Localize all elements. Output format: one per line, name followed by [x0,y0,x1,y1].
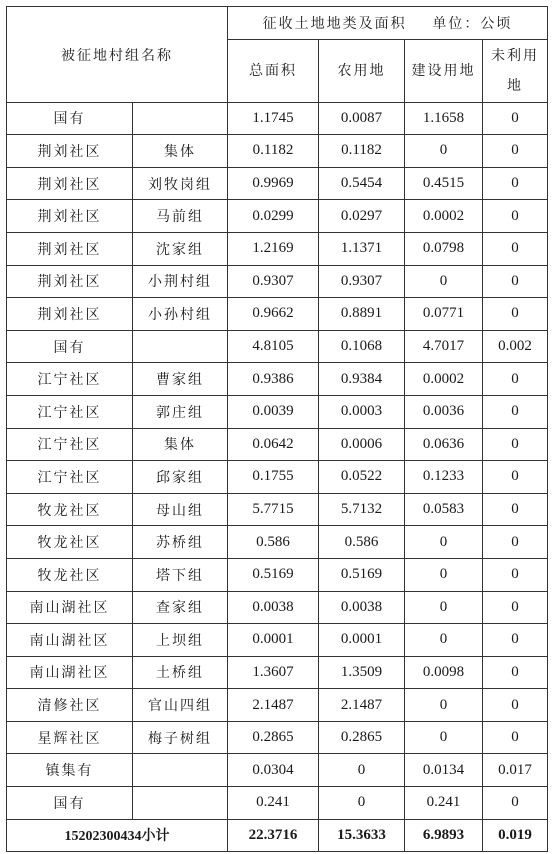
agricultural-area-cell: 0.0003 [319,395,405,428]
group-name-cell: 马前组 [133,200,228,233]
table-row [7,689,548,722]
land-category-header [228,7,548,40]
total-area-cell: 0.1182 [228,135,319,168]
agricultural-area-cell: 2.1487 [319,689,405,722]
village-name-cell: 国有 [7,330,133,363]
unused-area-cell: 0 [483,689,548,722]
group-name-cell: 查家组 [133,591,228,624]
total-area-cell: 0.586 [228,526,319,559]
unused-area-cell: 0 [483,624,548,657]
construction-area-cell: 0.0798 [405,232,483,265]
construction-area-cell: 0 [405,558,483,591]
agricultural-area-cell: 0.8891 [319,298,405,331]
village-name-cell: 荆刘社区 [7,200,133,233]
unused-area-cell: 0 [483,363,548,396]
subtotal-agricultural: 15.3633 [319,819,405,852]
village-name-cell: 南山湖社区 [7,591,133,624]
agricultural-area-cell: 0.5454 [319,167,405,200]
col-header-total: 总面积 [228,39,319,102]
unused-area-cell: 0.002 [483,330,548,363]
construction-area-cell: 0 [405,624,483,657]
agricultural-area-cell: 0.9307 [319,265,405,298]
village-name-cell: 荆刘社区 [7,135,133,168]
agricultural-area-cell: 0.2865 [319,721,405,754]
unused-area-cell: 0 [483,265,548,298]
group-name-cell: 上坝组 [133,624,228,657]
construction-area-cell: 0 [405,135,483,168]
village-name-cell: 荆刘社区 [7,298,133,331]
total-area-cell: 0.9969 [228,167,319,200]
village-name-cell: 牧龙社区 [7,493,133,526]
group-name-cell: 刘牧岗组 [133,167,228,200]
total-area-cell: 0.9386 [228,363,319,396]
construction-area-cell: 0 [405,689,483,722]
table-row [7,232,548,265]
group-name-cell: 曹家组 [133,363,228,396]
table-row [7,395,548,428]
total-area-cell: 2.1487 [228,689,319,722]
table-row [7,135,548,168]
unused-area-cell: 0 [483,102,548,135]
table-row [7,526,548,559]
construction-area-cell: 0.241 [405,787,483,820]
total-area-cell: 1.1745 [228,102,319,135]
construction-area-cell: 0.0771 [405,298,483,331]
total-area-cell: 1.3607 [228,656,319,689]
agricultural-area-cell: 0 [319,754,405,787]
agricultural-area-cell: 0.0297 [319,200,405,233]
unused-area-cell: 0 [483,558,548,591]
village-name-cell: 南山湖社区 [7,656,133,689]
agricultural-area-cell: 5.7132 [319,493,405,526]
agricultural-area-cell: 0.0522 [319,461,405,494]
total-area-cell: 5.7715 [228,493,319,526]
village-name-cell: 江宁社区 [7,363,133,396]
group-name-cell: 官山四组 [133,689,228,722]
construction-area-cell: 0 [405,591,483,624]
village-name-cell: 荆刘社区 [7,167,133,200]
group-name-cell: 小孙村组 [133,298,228,331]
construction-area-cell: 0.4515 [405,167,483,200]
subtotal-row [7,819,548,852]
construction-area-cell: 0.0036 [405,395,483,428]
construction-area-cell: 0 [405,526,483,559]
table-row [7,493,548,526]
group-name-cell: 小荆村组 [133,265,228,298]
village-name-cell: 牧龙社区 [7,526,133,559]
group-name-cell: 集体 [133,428,228,461]
table-row [7,787,548,820]
unused-area-cell: 0 [483,298,548,331]
table-row [7,461,548,494]
total-area-cell: 4.8105 [228,330,319,363]
total-area-cell: 0.0642 [228,428,319,461]
agricultural-area-cell: 0.5169 [319,558,405,591]
agricultural-area-cell: 0.0001 [319,624,405,657]
village-group-header-text: 被征地村组名称 [61,48,173,64]
total-area-cell: 0.9662 [228,298,319,331]
construction-area-cell: 4.7017 [405,330,483,363]
group-name-cell: 塔下组 [133,558,228,591]
total-area-cell: 0.0038 [228,591,319,624]
construction-area-cell: 0.0002 [405,200,483,233]
table-row [7,265,548,298]
group-name-cell [133,102,228,135]
table-row [7,102,548,135]
group-name-cell: 邱家组 [133,461,228,494]
construction-area-cell: 0 [405,721,483,754]
unused-area-cell: 0 [483,721,548,754]
construction-area-cell: 0.0002 [405,363,483,396]
unused-area-cell: 0 [483,656,548,689]
table-row [7,656,548,689]
table-row [7,624,548,657]
village-group-header [7,7,228,103]
village-name-cell: 荆刘社区 [7,232,133,265]
construction-area-cell: 0.0636 [405,428,483,461]
construction-area-cell: 0 [405,265,483,298]
total-area-cell: 0.0039 [228,395,319,428]
table-row [7,558,548,591]
table-row [7,298,548,331]
unused-area-cell: 0 [483,395,548,428]
unused-area-cell: 0 [483,200,548,233]
construction-area-cell: 0.1233 [405,461,483,494]
agricultural-area-cell: 0.586 [319,526,405,559]
village-name-cell: 荆刘社区 [7,265,133,298]
village-name-cell: 星辉社区 [7,721,133,754]
total-area-cell: 0.1755 [228,461,319,494]
total-area-cell: 0.2865 [228,721,319,754]
unused-area-cell: 0 [483,493,548,526]
unused-area-cell: 0 [483,591,548,624]
group-name-cell: 土桥组 [133,656,228,689]
unused-area-cell: 0.017 [483,754,548,787]
land-category-title: 征收土地地类及面积 [262,15,407,32]
col-header-agricultural: 农用地 [319,39,405,102]
unused-area-cell: 0 [483,232,548,265]
col-header-unused: 未利用地 [483,39,548,102]
header-row-top [7,7,548,40]
unit-label: 单位：公顷 [432,15,513,32]
village-name-cell: 牧龙社区 [7,558,133,591]
village-name-cell: 镇集有 [7,754,133,787]
subtotal-unused: 0.019 [483,819,548,852]
table-row [7,721,548,754]
total-area-cell: 1.2169 [228,232,319,265]
total-area-cell: 0.9307 [228,265,319,298]
agricultural-area-cell: 0.0006 [319,428,405,461]
agricultural-area-cell: 1.3509 [319,656,405,689]
table-row [7,363,548,396]
village-name-cell: 国有 [7,787,133,820]
total-area-cell: 0.0304 [228,754,319,787]
table-row [7,200,548,233]
group-name-cell [133,330,228,363]
group-name-cell: 母山组 [133,493,228,526]
construction-area-cell: 1.1658 [405,102,483,135]
total-area-cell: 0.5169 [228,558,319,591]
unused-area-cell: 0 [483,787,548,820]
village-name-cell: 南山湖社区 [7,624,133,657]
agricultural-area-cell: 0.0038 [319,591,405,624]
agricultural-area-cell: 0.0087 [319,102,405,135]
village-name-cell: 江宁社区 [7,395,133,428]
subtotal-total: 22.3716 [228,819,319,852]
table-row [7,754,548,787]
village-name-cell: 国有 [7,102,133,135]
total-area-cell: 0.0299 [228,200,319,233]
subtotal-construction: 6.9893 [405,819,483,852]
table-row [7,428,548,461]
village-name-cell: 清修社区 [7,689,133,722]
construction-area-cell: 0.0583 [405,493,483,526]
table-body [7,102,548,819]
unused-area-cell: 0 [483,135,548,168]
agricultural-area-cell: 1.1371 [319,232,405,265]
group-name-cell: 郭庄组 [133,395,228,428]
subtotal-label: 15202300434小计 [7,819,228,852]
group-name-cell: 沈家组 [133,232,228,265]
construction-area-cell: 0.0134 [405,754,483,787]
group-name-cell: 集体 [133,135,228,168]
group-name-cell [133,754,228,787]
agricultural-area-cell: 0.1182 [319,135,405,168]
group-name-cell [133,787,228,820]
group-name-cell: 苏桥组 [133,526,228,559]
group-name-cell: 梅子树组 [133,721,228,754]
agricultural-area-cell: 0 [319,787,405,820]
land-expropriation-table [6,6,548,852]
unused-area-cell: 0 [483,428,548,461]
table-row [7,591,548,624]
unused-area-cell: 0 [483,526,548,559]
agricultural-area-cell: 0.9384 [319,363,405,396]
village-name-cell: 江宁社区 [7,428,133,461]
total-area-cell: 0.241 [228,787,319,820]
construction-area-cell: 0.0098 [405,656,483,689]
total-area-cell: 0.0001 [228,624,319,657]
village-name-cell: 江宁社区 [7,461,133,494]
table-row [7,167,548,200]
col-header-construction: 建设用地 [405,39,483,102]
unused-area-cell: 0 [483,167,548,200]
unused-area-cell: 0 [483,461,548,494]
agricultural-area-cell: 0.1068 [319,330,405,363]
table-row [7,330,548,363]
